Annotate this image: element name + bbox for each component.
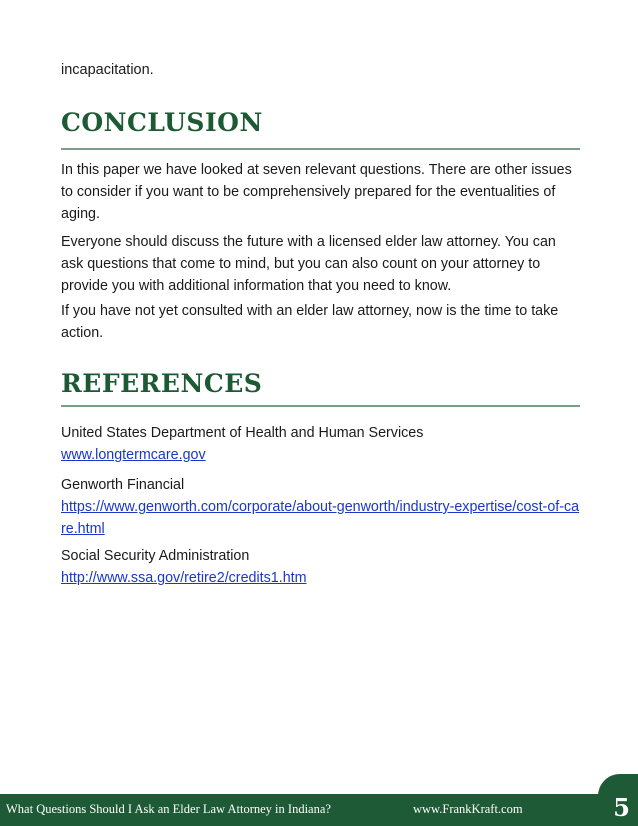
conclusion-divider bbox=[61, 148, 580, 150]
reference-name: Genworth Financial bbox=[61, 477, 185, 493]
reference-name: Social Security Administration bbox=[61, 548, 250, 564]
reference-name: United States Department of Health and Human Services bbox=[61, 425, 424, 441]
reference-link[interactable]: www.longtermcare.gov bbox=[61, 447, 206, 463]
conclusion-paragraph-3: If you have not yet consulted with an elder law attorney, now is the time to take action. bbox=[61, 303, 559, 341]
references-heading: REFERENCES bbox=[61, 369, 263, 398]
reference-item bbox=[61, 545, 581, 589]
reference-item bbox=[61, 474, 581, 540]
references-divider bbox=[61, 405, 580, 407]
intro-text: incapacitation. bbox=[61, 62, 154, 78]
footer-website: www.FrankKraft.com bbox=[413, 802, 523, 816]
reference-item bbox=[61, 422, 581, 466]
page-number: 5 bbox=[613, 793, 630, 822]
conclusion-paragraph-2: Everyone should discuss the future with a licensed elder law attorney. You can ask questions that come to mind, but you can also count on your attorney to provide you with additional information that you need to know. bbox=[61, 234, 556, 294]
footer-document-title: What Questions Should I Ask an Elder Law Attorney in Indiana? bbox=[6, 802, 331, 816]
reference-link[interactable]: http://www.ssa.gov/retire2/credits1.htm bbox=[61, 570, 307, 586]
reference-link[interactable]: https://www.genworth.com/corporate/about-genworth/industry-expertise/cost-of-care.html bbox=[61, 499, 580, 537]
page-number-badge bbox=[598, 774, 638, 826]
conclusion-heading: CONCLUSION bbox=[61, 108, 263, 137]
footer-bar bbox=[0, 794, 638, 826]
conclusion-paragraph-1: In this paper we have looked at seven relevant questions. There are other issues to consider if you want to be comprehensively prepared for the eventualities of aging. bbox=[61, 162, 572, 222]
